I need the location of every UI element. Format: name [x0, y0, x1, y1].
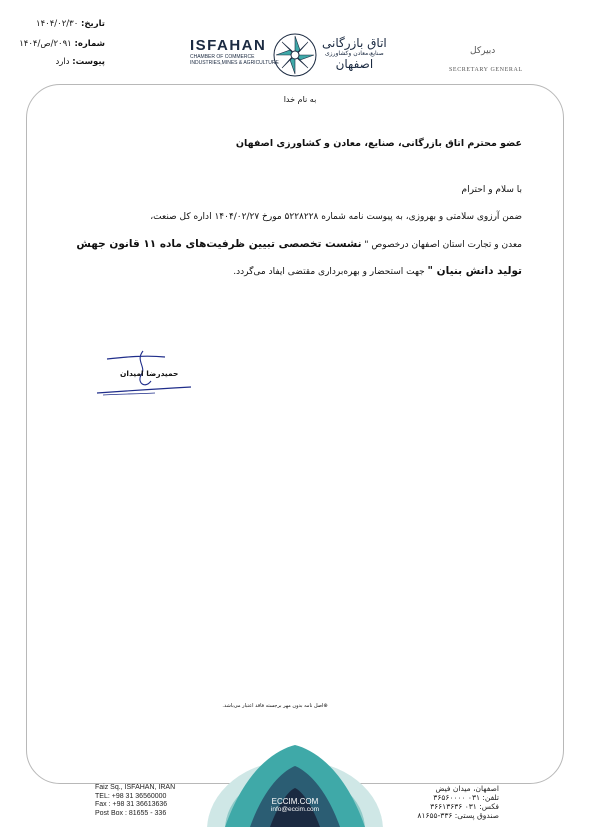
body-line-3-text: جهت استحضار و بهره‌برداری مقتضی ایفاد می‌گردد. — [233, 267, 428, 277]
logo-fa-line1: اتاق بازرگانی — [322, 36, 387, 50]
logo-english — [190, 37, 279, 66]
footer-address-en: Faiz Sq., ISFAHAN, IRAN — [95, 784, 176, 791]
logo-fa-line2: صنایع،معادن وکشاورزی — [324, 50, 384, 57]
date-label: تاریخ: — [81, 19, 105, 29]
logo-en-line2: CHAMBER OF COMMERCE — [190, 54, 255, 60]
logo-persian — [322, 36, 387, 71]
footer-address-fa: اصفهان، میدان فیض — [435, 784, 499, 793]
seal-note: ⊕اصل نامه بدون مهر برجسته فاقد اعتبار می‌باشد. — [222, 703, 328, 709]
footer-postbox-fa: صندوق پستی: ۳۳۶-۸۱۶۵۵ — [417, 811, 499, 820]
chamber-emblem-icon — [272, 32, 318, 78]
footer-web — [240, 797, 350, 813]
footer-tel-en: TEL: +98 31 36560000 — [95, 792, 167, 800]
attachment-value: دارد — [55, 57, 70, 67]
footer-contact-fa — [417, 784, 499, 820]
number-label: شماره: — [74, 39, 105, 49]
logo-en-line3: INDUSTRIES,MINES & AGRICULTURE — [190, 60, 279, 66]
footer-fax-en: Fax : +98 31 36613636 — [95, 801, 168, 809]
number-row — [10, 39, 105, 49]
attachment-label: پیوست: — [72, 57, 105, 67]
addressee: عضو محترم اتاق بازرگانی، صنایع، معادن و کشاورزی اصفهان — [235, 138, 522, 149]
footer-postbox-en: Post Box : 81655 - 336 — [95, 809, 167, 817]
footer-fax-fa: فکس: ۰۳۱ ۳۶۶۱۳۶۳۶ — [430, 802, 499, 811]
footer-website[interactable]: ECCIM.COM — [271, 797, 319, 806]
footer-tel-fa: تلفن: ۰۳۱ ۳۶۵۶۰۰۰۰ — [433, 793, 499, 802]
signer-name: حمیدرضا امیدان — [120, 369, 179, 378]
date-row — [15, 19, 105, 29]
logo-fa-line3: اصفهان — [335, 57, 374, 71]
subject-part-1: نشست تخصصی تبیین ظرفیت‌های ماده ۱۱ قانون جهش — [76, 238, 362, 250]
body-line-2-text: معدن و تجارت استان اصفهان درخصوص " — [361, 240, 522, 250]
bismillah: به نام خدا — [283, 95, 317, 104]
number-value: ۲۰۹۱/ص/۱۴۰۴ — [19, 39, 72, 49]
greeting: با سلام و احترام — [461, 185, 522, 195]
secretary-general-en: SECRETARY GENERAL — [449, 67, 523, 73]
secretary-general-fa: دبیرکل — [470, 46, 496, 56]
footer-contact-en — [95, 784, 175, 818]
attachment-row — [30, 57, 105, 67]
body-line-1: ضمن آرزوی سلامتی و بهروزی، به پیوست نامه شماره ۵۲۲۸۲۲۸ مورخ ۱۴۰۴/۰۲/۲۷ اداره کل صنعت، — [150, 212, 522, 222]
date-value: ۱۴۰۴/۰۲/۳۰ — [36, 19, 79, 29]
footer-email[interactable]: info@eccim.com — [270, 806, 320, 813]
body-line-2 — [76, 238, 522, 250]
body-line-3 — [233, 265, 522, 277]
logo-en-title: ISFAHAN — [190, 37, 267, 54]
subject-part-2: تولید دانش بنیان " — [427, 265, 522, 277]
